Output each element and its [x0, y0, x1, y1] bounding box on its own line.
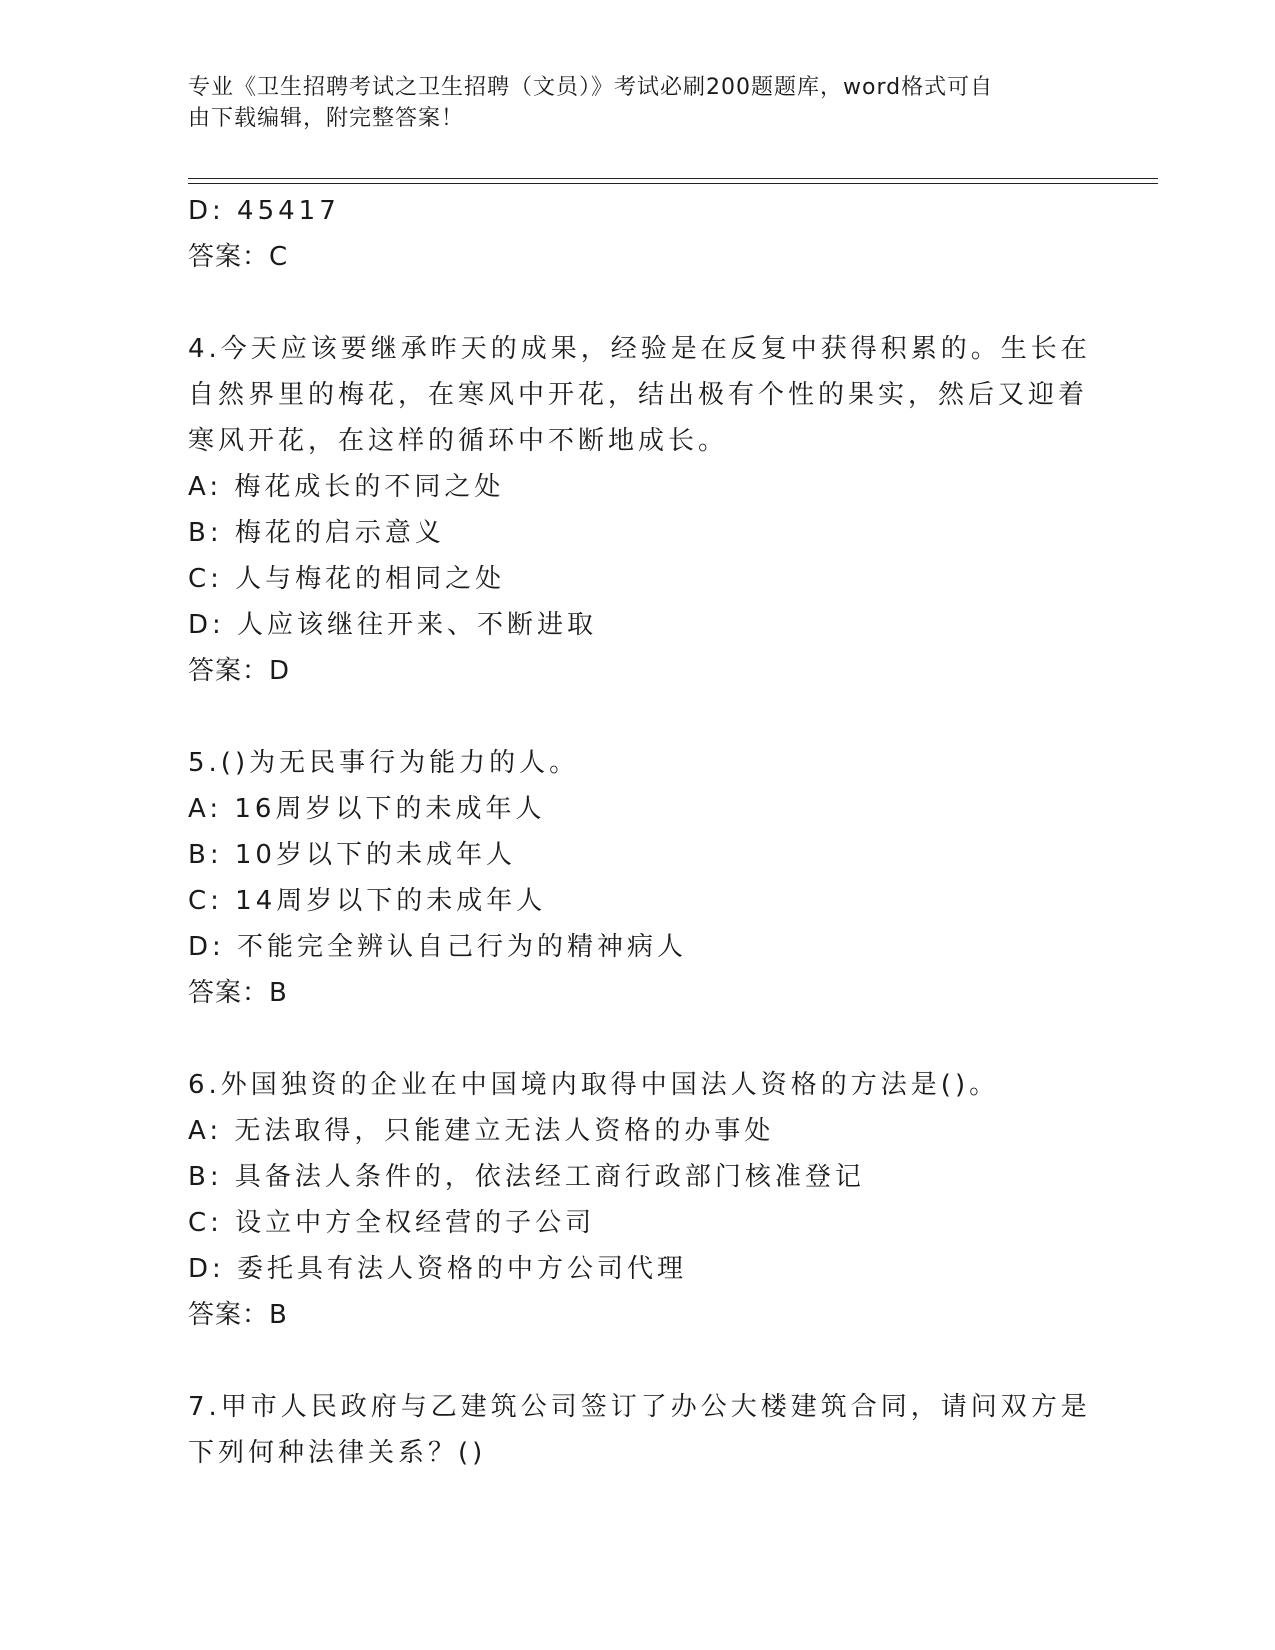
- answer-line: 答案：C: [188, 242, 289, 272]
- question-stem-line: 6.外国独资的企业在中国境内取得中国法人资格的方法是()。: [188, 1070, 1000, 1100]
- question-stem-line: 5.()为无民事行为能力的人。: [188, 748, 580, 778]
- option-a: A: 无法取得，只能建立无法人资格的办事处: [188, 1116, 775, 1146]
- option-c: C: 14周岁以下的未成年人: [188, 886, 547, 916]
- option-d: D: 不能完全辨认自己行为的精神病人: [188, 932, 688, 962]
- option-c: C: 设立中方全权经营的子公司: [188, 1208, 596, 1238]
- option-b: B: 10岁以下的未成年人: [188, 840, 516, 870]
- question-6: [188, 1062, 1068, 1338]
- question-stem-line: 7.甲市人民政府与乙建筑公司签订了办公大楼建筑合同，请问双方是: [188, 1392, 1091, 1422]
- spacer: [188, 1016, 1068, 1062]
- header-rule-top: [188, 178, 1158, 179]
- option-b: B: 梅花的启示意义: [188, 518, 445, 548]
- spacer: [188, 694, 1068, 740]
- answer-line: 答案：D: [188, 656, 291, 686]
- spacer: [188, 280, 1068, 326]
- answer-line: 答案：B: [188, 1300, 288, 1330]
- option-b: B: 具备法人条件的，依法经工商行政部门核准登记: [188, 1162, 865, 1192]
- option-d: D: 委托具有法人资格的中方公司代理: [188, 1254, 688, 1284]
- header-rule-bottom: [188, 183, 1158, 184]
- question-stem-line: 自然界里的梅花，在寒风中开花，结出极有个性的果实，然后又迎着: [188, 380, 1089, 410]
- option-a: A: 梅花成长的不同之处: [188, 472, 505, 502]
- spacer: [188, 1338, 1068, 1384]
- question-stem-line: 寒风开花，在这样的循环中不断地成长。: [188, 426, 729, 456]
- document-body: [188, 188, 1091, 1476]
- question-7: [188, 1384, 1091, 1476]
- previous-question-tail: [188, 188, 1068, 280]
- question-stem-line: 下列何种法律关系？(): [188, 1438, 487, 1468]
- header-line-1: 专业《卫生招聘考试之卫生招聘（文员）》考试必刷200题题库，word格式可自: [188, 75, 994, 100]
- option-d: D: 人应该继往开来、不断进取: [188, 610, 598, 640]
- answer-line: 答案：B: [188, 978, 288, 1008]
- question-5: [188, 740, 1068, 1016]
- question-stem-line: 4.今天应该要继承昨天的成果，经验是在反复中获得积累的。生长在: [188, 334, 1091, 364]
- option-d: D: 45417: [188, 196, 340, 226]
- header-line-2: 由下载编辑，附完整答案！: [188, 106, 465, 131]
- document-header: [188, 72, 1068, 134]
- question-4: [188, 326, 1091, 694]
- option-c: C: 人与梅花的相同之处: [188, 564, 506, 594]
- option-a: A: 16周岁以下的未成年人: [188, 794, 546, 824]
